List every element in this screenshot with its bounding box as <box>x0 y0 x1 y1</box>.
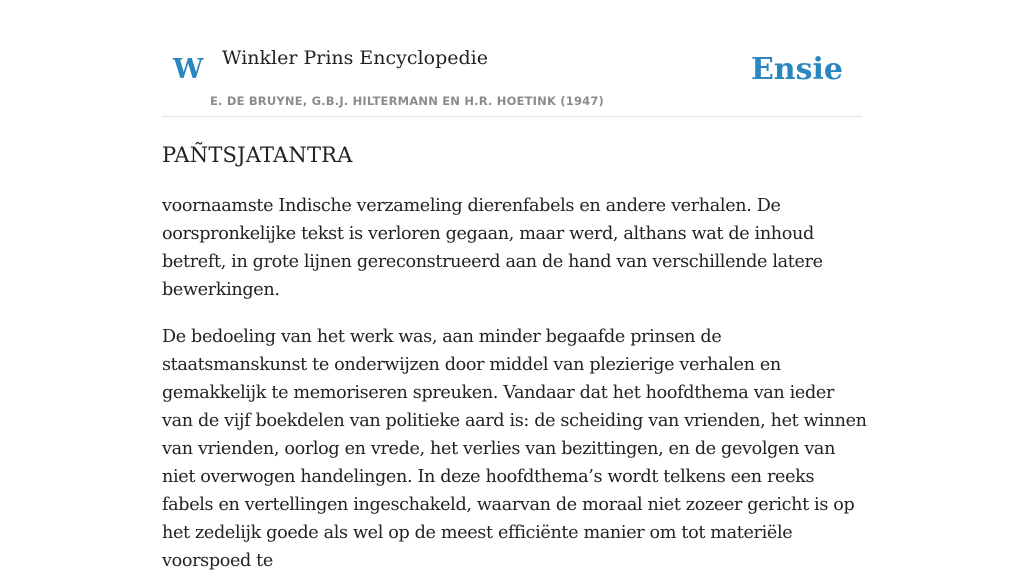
article-content <box>162 140 867 575</box>
authors-line: E. DE BRUYNE, G.B.J. HILTERMANN EN H.R. HOETINK (1947) <box>210 94 605 108</box>
site-header <box>162 0 862 117</box>
article-paragraph: De bedoeling van het werk was, aan minder begaafde prinsen de staatsmanskunst te onderwijzen door middel van plezierige verhalen en gemakkelijk te memoriseren spreuken. Vandaar dat het hoofdthema van ieder van de vijf boekdelen van politieke aard is: de scheiding van vrienden, het winnen van vrienden, oorlog en vrede, het verlies van bezittingen, en de gevolgen van niet overwogen handelingen. In deze hoofdthema’s wordt telkens een reeks fabels en vertellingen ingeschakeld, waarvan de moraal niet zozeer gericht is op het zedelijk goede als wel op de meest efficiënte manier om tot materiële voorspoed te <box>162 327 867 571</box>
publication-title[interactable]: Winkler Prins Encyclopedie <box>222 47 488 69</box>
entry-title: PAÑTSJATANTRA <box>162 143 353 167</box>
winkler-prins-logo[interactable]: W <box>173 54 204 85</box>
article-paragraph: voornaamste Indische verzameling dierenfabels en andere verhalen. De oorspronkelijke tekst is verloren gegaan, maar werd, althans wat de inhoud betreft, in grote lijnen gereconstrueerd aan de hand van verschillende latere bewerkingen. <box>162 196 823 300</box>
ensie-logo[interactable]: Ensie <box>750 52 843 87</box>
